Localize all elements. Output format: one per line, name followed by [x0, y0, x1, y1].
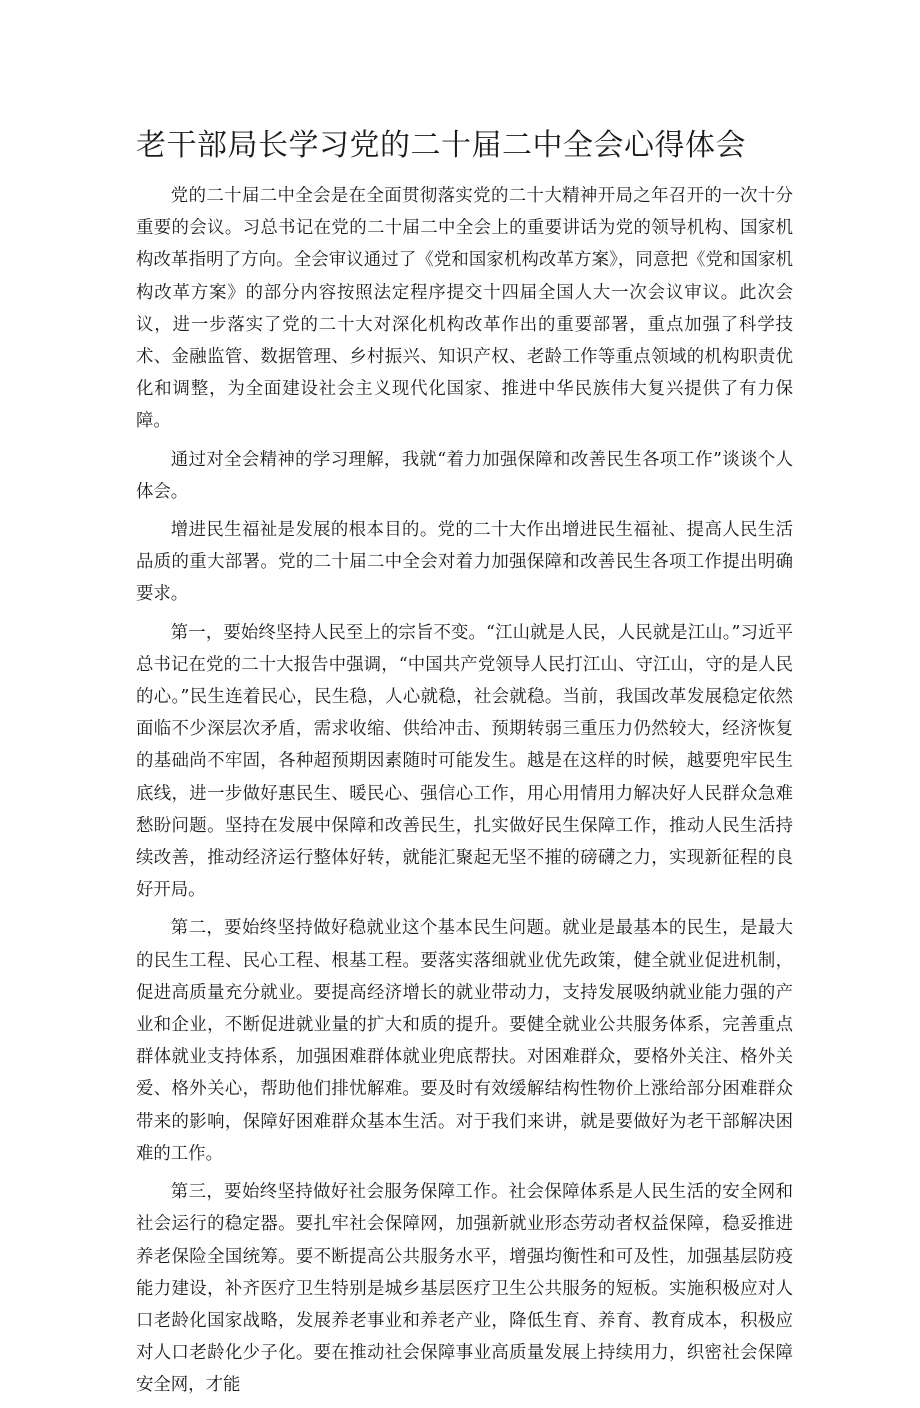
paragraph-topic: 通过对全会精神的学习理解，我就“着力加强保障和改善民生各项工作”谈谈个人体会。	[136, 449, 793, 502]
document-title: 老干部局长学习党的二十届二中全会心得体会	[136, 128, 746, 163]
paragraph-point-one: 第一，要始终坚持人民至上的宗旨不变。“江山就是人民，人民就是江山。”习近平总书记在党的二十大报告中强调，“中国共产党领导人民打江山、守江山，守的是人民的心。”民生连着民心，民生稳，人心就稳，社会就稳。当前，我国改革发展稳定依然面临不少深层次矛盾，需求收缩、供给冲击、预期转弱三重压力仍然较大，经济恢复的基础尚不牢固，各种超预期因素随时可能发生。越是在这样的时候，越要兜牢民生底线，进一步做好惠民生、暖民心、强信心工作，用心用情用力解决好人民群众急难愁盼问题。坚持在发展中保障和改善民生，扎实做好民生保障工作，推动人民生活持续改善，推动经济运行整体好转，就能汇聚起无坚不摧的磅礴之力，实现新征程的良好开局。	[136, 622, 793, 901]
document-body	[136, 180, 793, 1408]
paragraph-point-three: 第三，要始终坚持做好社会服务保障工作。社会保障体系是人民生活的安全网和社会运行的稳定器。要扎牢社会保障网，加强新就业形态劳动者权益保障，稳妥推进养老保险全国统筹。要不断提高公共服务水平，增强均衡性和可及性，加强基层防疫能力建设，补齐医疗卫生特别是城乡基层医疗卫生公共服务的短板。实施积极应对人口老龄化国家战略，发展养老事业和养老产业，降低生育、养育、教育成本，积极应对人口老龄化少子化。要在推动社会保障事业高质量发展上持续用力，织密社会保障安全网，才能	[136, 1182, 793, 1396]
paragraph-purpose: 增进民生福祉是发展的根本目的。党的二十大作出增进民生福祉、提高人民生活品质的重大部署。党的二十届二中全会对着力加强保障和改善民生各项工作提出明确要求。	[136, 520, 793, 605]
paragraph-intro: 党的二十届二中全会是在全面贯彻落实党的二十大精神开局之年召开的一次十分重要的会议。习总书记在党的二十届二中全会上的重要讲话为党的领导机构、国家机构改革指明了方向。全会审议通过了《党和国家机构改革方案》，同意把《党和国家机构改革方案》的部分内容按照法定程序提交十四届全国人大一次会议审议。此次会议，进一步落实了党的二十大对深化机构改革作出的重要部署，重点加强了科学技术、金融监管、数据管理、乡村振兴、知识产权、老龄工作等重点领域的机构职责优化和调整，为全面建设社会主义现代化国家、推进中华民族伟大复兴提供了有力保障。	[136, 186, 793, 432]
paragraph-point-two: 第二，要始终坚持做好稳就业这个基本民生问题。就业是最基本的民生，是最大的民生工程、民心工程、根基工程。要落实落细就业优先政策，健全就业促进机制，促进高质量充分就业。要提高经济增长的就业带动力，支持发展吸纳就业能力强的产业和企业，不断促进就业量的扩大和质的提升。要健全就业公共服务体系，完善重点群体就业支持体系，加强困难群体就业兜底帮扶。对困难群众，要格外关注、格外关爱、格外关心，帮助他们排忧解难。要及时有效缓解结构性物价上涨给部分困难群众带来的影响，保障好困难群众基本生活。对于我们来讲，就是要做好为老干部解决困难的工作。	[136, 918, 793, 1164]
